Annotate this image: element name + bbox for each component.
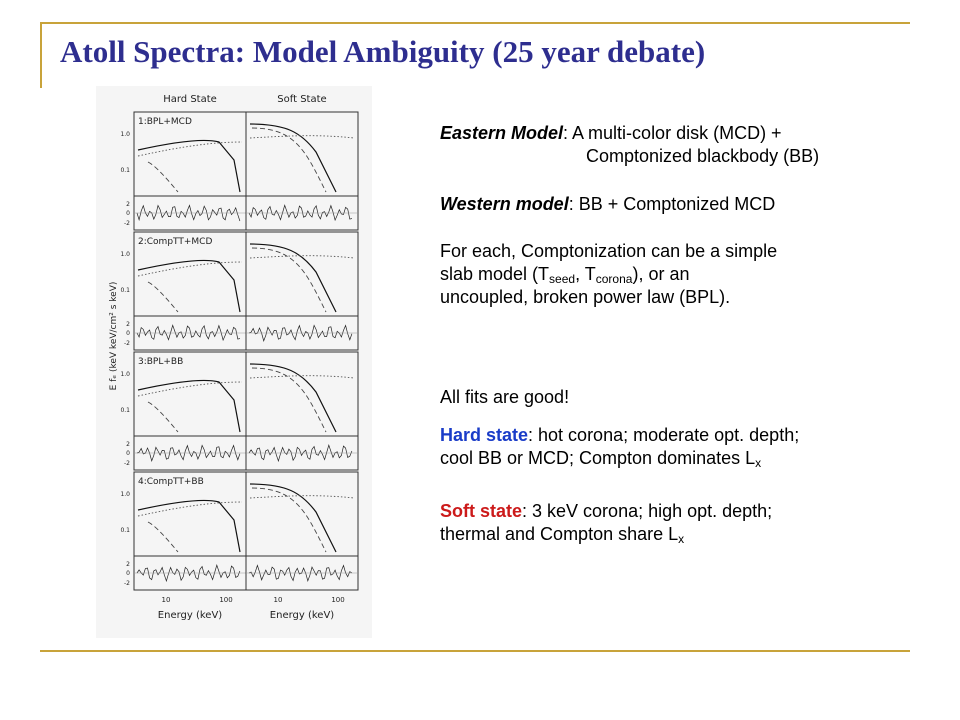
hard-state-line2: cool BB or MCD; Compton dominates L bbox=[440, 448, 756, 468]
x-tick-label: 10 bbox=[161, 596, 171, 604]
spectra-figure bbox=[96, 86, 372, 638]
spectrum-total-curve bbox=[138, 140, 240, 192]
spectrum-component-dashed bbox=[252, 368, 326, 432]
comptonization-line1: For each, Comptonization can be a simple bbox=[440, 241, 778, 261]
left-rule bbox=[40, 22, 42, 88]
y-tick-label: 1.0 bbox=[120, 491, 130, 498]
panel-label-1: 1:BPL+MCD bbox=[138, 117, 192, 127]
resid-tick-label: -2 bbox=[124, 340, 130, 347]
resid-tick-label: 2 bbox=[126, 561, 130, 568]
spectrum-component-dashed bbox=[252, 248, 326, 312]
bottom-rule bbox=[40, 650, 910, 652]
spectrum-total-curve bbox=[138, 500, 240, 552]
eastern-model-label: Eastern Model bbox=[440, 123, 564, 143]
spectrum-total-curve bbox=[138, 260, 240, 312]
spectrum-component-dotted bbox=[138, 262, 242, 276]
spectrum-component-dashed bbox=[148, 522, 178, 552]
x-axis-label-1: Energy (keV) bbox=[269, 610, 335, 621]
comptonization-line2 bbox=[440, 263, 777, 286]
western-model-text bbox=[440, 193, 775, 216]
spectrum-component-dotted bbox=[138, 382, 242, 396]
resid-tick-label: 0 bbox=[126, 570, 130, 577]
panel-label-4: 4:CompTT+BB bbox=[138, 477, 204, 487]
resid-tick-label: 2 bbox=[126, 201, 130, 208]
comp-seed-sub: seed bbox=[549, 272, 576, 286]
spectrum-total-curve bbox=[250, 244, 336, 312]
y-tick-label: 1.0 bbox=[120, 251, 130, 258]
comp-t: , T bbox=[575, 264, 596, 284]
eastern-model-text bbox=[440, 122, 819, 168]
column-title-0: Hard State bbox=[163, 94, 217, 105]
spectrum-component-dashed bbox=[148, 282, 178, 312]
y-tick-label: 0.1 bbox=[120, 167, 130, 174]
spectrum-total-curve bbox=[250, 364, 336, 432]
residual-trace bbox=[249, 205, 352, 220]
column-title-1: Soft State bbox=[277, 94, 327, 105]
spectrum-component-dashed bbox=[252, 488, 326, 552]
x-tick-label: 100 bbox=[331, 596, 345, 604]
x-tick-label: 10 bbox=[273, 596, 283, 604]
resid-tick-label: 0 bbox=[126, 210, 130, 217]
resid-tick-label: -2 bbox=[124, 580, 130, 587]
panel-label-2: 2:CompTT+MCD bbox=[138, 237, 213, 247]
resid-tick-label: 2 bbox=[126, 321, 130, 328]
soft-state-line1: : 3 keV corona; high opt. depth; bbox=[522, 501, 773, 521]
y-axis-label: E fₑ (keV keV/cm² s keV) bbox=[109, 281, 119, 391]
western-model-rest: : BB + Comptonized MCD bbox=[568, 194, 776, 214]
resid-tick-label: -2 bbox=[124, 460, 130, 467]
western-model-label: Western model bbox=[440, 194, 569, 214]
soft-state-text bbox=[440, 500, 772, 546]
spectrum-component-dashed bbox=[148, 162, 178, 192]
soft-state-line2: thermal and Compton share L bbox=[440, 524, 679, 544]
spectrum-total-curve bbox=[250, 484, 336, 552]
y-tick-label: 0.1 bbox=[120, 527, 130, 534]
panel-label-3: 3:BPL+BB bbox=[138, 357, 184, 367]
spectra-figure-svg bbox=[96, 86, 372, 638]
slide-title: Atoll Spectra: Model Ambiguity (25 year debate) bbox=[60, 34, 706, 69]
hard-state-text bbox=[440, 424, 799, 470]
resid-tick-label: 2 bbox=[126, 441, 130, 448]
resid-tick-label: -2 bbox=[124, 220, 130, 227]
comptonization-text bbox=[440, 240, 777, 309]
resid-tick-label: 0 bbox=[126, 450, 130, 457]
x-axis-label-0: Energy (keV) bbox=[157, 610, 223, 621]
residual-trace bbox=[137, 325, 240, 340]
y-tick-label: 0.1 bbox=[120, 287, 130, 294]
hard-state-label: Hard state bbox=[440, 425, 529, 445]
fits-text: All fits are good! bbox=[440, 387, 570, 407]
hard-state-sub: x bbox=[755, 456, 762, 470]
comp-corona-sub: corona bbox=[595, 272, 633, 286]
spectrum-component-dotted bbox=[138, 502, 242, 516]
y-tick-label: 1.0 bbox=[120, 371, 130, 378]
eastern-model-line1: : A multi-color disk (MCD) + bbox=[563, 123, 782, 143]
spectrum-total-curve bbox=[250, 124, 336, 192]
resid-tick-label: 0 bbox=[126, 330, 130, 337]
spectrum-component-dashed bbox=[148, 402, 178, 432]
spectrum-component-dashed bbox=[252, 128, 326, 192]
y-tick-label: 1.0 bbox=[120, 131, 130, 138]
comptonization-line3: uncoupled, broken power law (BPL). bbox=[440, 287, 731, 307]
soft-state-label: Soft state bbox=[440, 501, 523, 521]
x-tick-label: 100 bbox=[219, 596, 233, 604]
hard-state-line1: : hot corona; moderate opt. depth; bbox=[528, 425, 800, 445]
y-tick-label: 0.1 bbox=[120, 407, 130, 414]
comp-or: ), or an bbox=[632, 264, 690, 284]
spectrum-total-curve bbox=[138, 380, 240, 432]
spectrum-component-dotted bbox=[138, 142, 242, 156]
eastern-model-line2: Comptonized blackbody (BB) bbox=[586, 146, 820, 166]
comp-slab: slab model (T bbox=[440, 264, 550, 284]
top-rule bbox=[40, 22, 910, 24]
soft-state-sub: x bbox=[678, 532, 685, 546]
